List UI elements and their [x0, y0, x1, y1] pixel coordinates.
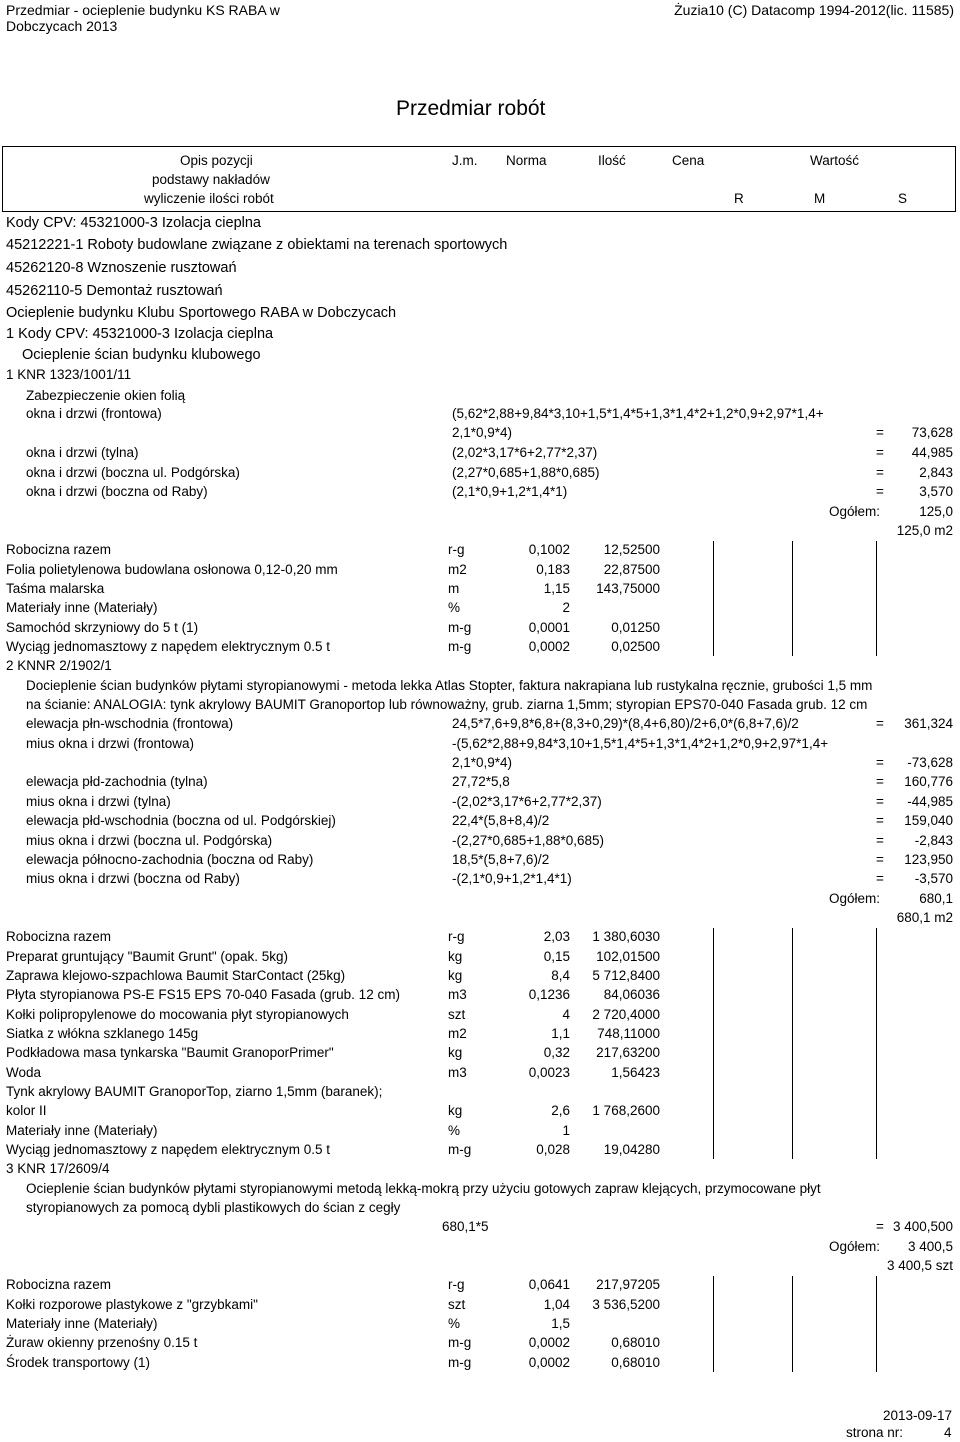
doc-header-left-line2: Dobczycach 2013	[6, 18, 118, 34]
row-description: Robocizna razem	[6, 542, 112, 557]
row-norma: 0,028	[536, 1142, 570, 1157]
row-description: elewacja płd-zachodnia (tylna)	[26, 774, 208, 789]
row-norma: 0,0002	[528, 1335, 570, 1350]
row-ilosc: 1,56423	[611, 1065, 660, 1080]
row-ilosc: 0,01250	[611, 620, 660, 635]
row-description: Zabezpieczenie okien folią	[26, 388, 186, 403]
row-norma: 2,03	[543, 929, 570, 944]
row-calculation: (2,02*3,17*6+2,77*2,37)	[452, 445, 598, 460]
row-description: Robocizna razem	[6, 1277, 112, 1292]
row-calculation: 22,4*(5,8+8,4)/2	[452, 813, 550, 828]
row-ilosc: 3 536,5200	[592, 1297, 660, 1312]
row-unit: %	[448, 1316, 461, 1331]
intro-line: Ocieplenie budynku Klubu Sportowego RABA w Dobczycach	[6, 305, 397, 321]
grid-line	[792, 541, 793, 656]
row-result: -73,628	[907, 755, 953, 770]
row-unit: m-g	[448, 639, 472, 654]
row-ilosc: 1 768,2600	[592, 1103, 660, 1118]
row-description: Zaprawa klejowo-szpachlowa Baumit StarContact (25kg)	[6, 968, 346, 983]
row-norma: 0,0023	[528, 1065, 570, 1080]
row-unit: szt	[448, 1007, 466, 1022]
row-ilosc: 1 380,6030	[592, 929, 660, 944]
total-label: Ogółem:	[828, 504, 880, 519]
row-result: 2,843	[919, 465, 953, 480]
row-calculation: 680,1*5	[442, 1219, 489, 1234]
row-norma: 1,1	[551, 1026, 570, 1041]
row-unit: m-g	[448, 1355, 472, 1370]
total-label: Ogółem:	[828, 891, 880, 906]
row-unit: %	[448, 1123, 461, 1138]
col-norma: Norma	[506, 153, 547, 168]
col-ilosc: Ilość	[598, 153, 626, 168]
row-description: mius okna i drzwi (boczna od Raby)	[26, 871, 240, 886]
row-unit: m3	[448, 1065, 467, 1080]
row-unit: kg	[448, 1045, 463, 1060]
row-equals: =	[876, 852, 884, 867]
col-cena: Cena	[672, 153, 705, 168]
intro-line: 45262120-8 Wznoszenie rusztowań	[6, 260, 237, 276]
row-description: Środek transportowy (1)	[6, 1355, 151, 1370]
col-opis: Opis pozycji	[180, 153, 253, 168]
row-description: Preparat gruntujący "Baumit Grunt" (opak. 5kg)	[6, 949, 288, 964]
row-unit: r-g	[448, 1277, 465, 1292]
row-equals: =	[876, 794, 884, 809]
row-unit: r-g	[448, 542, 465, 557]
row-unit: m-g	[448, 1335, 472, 1350]
row-norma: 2,6	[551, 1103, 570, 1118]
row-ilosc: 19,04280	[603, 1142, 660, 1157]
row-calculation: -(2,1*0,9+1,2*1,4*1)	[452, 871, 572, 886]
row-unit: kg	[448, 968, 463, 983]
row-calculation: -(5,62*2,88+9,84*3,10+1,5*1,4*5+1,3*1,4*2+1,2*0,9+2,97*1,4+	[452, 736, 829, 751]
row-description: Materiały inne (Materiały)	[6, 1316, 158, 1331]
row-ilosc: 5 712,8400	[592, 968, 660, 983]
row-equals: =	[876, 425, 884, 440]
grid-line	[876, 541, 877, 656]
footer-page-label: strona nr:	[846, 1425, 904, 1440]
col-wartosc: Wartość	[810, 153, 860, 168]
footer-date: 2013-09-17	[882, 1408, 952, 1423]
row-result: 3 400,500	[892, 1219, 953, 1234]
col-jm: J.m.	[452, 153, 478, 168]
total-value: 125,0	[919, 504, 953, 519]
row-norma: 0,1002	[528, 542, 570, 557]
row-equals: =	[876, 813, 884, 828]
row-norma: 1,04	[543, 1297, 570, 1312]
intro-line: 1 Kody CPV: 45321000-3 Izolacja cieplna	[6, 326, 274, 342]
row-description: mius okna i drzwi (frontowa)	[26, 736, 195, 751]
row-description: 1 KNR 1323/1001/11	[6, 367, 132, 382]
row-unit: szt	[448, 1297, 466, 1312]
col-wyliczenie: wyliczenie ilości robót	[144, 191, 274, 206]
row-description: mius okna i drzwi (boczna ul. Podgórska)	[26, 833, 273, 848]
page-title: Przedmiar robót	[396, 97, 546, 120]
row-description: Wyciąg jednomasztowy z napędem elektrycznym 0.5 t	[6, 639, 331, 654]
row-calculation: 2,1*0,9*4)	[452, 755, 513, 770]
row-result: 160,776	[904, 774, 953, 789]
row-equals: =	[876, 755, 884, 770]
row-description: Kołki polipropylenowe do mocowania płyt styropianowych	[6, 1007, 349, 1022]
footer-page-number: 4	[944, 1425, 952, 1440]
row-norma: 0,32	[543, 1045, 570, 1060]
row-result: 361,324	[904, 716, 953, 731]
doc-header-right: Żuzia10 (C) Datacomp 1994-2012(lic. 11585)	[674, 2, 954, 18]
intro-line: Ocieplenie ścian budynku klubowego	[22, 347, 261, 363]
row-description: 3 KNR 17/2609/4	[6, 1161, 110, 1176]
row-calculation: 18,5*(5,8+7,6)/2	[452, 852, 550, 867]
grid-line	[792, 1276, 793, 1372]
grid-line	[792, 928, 793, 1159]
row-description: elewacja północno-zachodnia (boczna od Raby)	[26, 852, 314, 867]
row-description: Folia polietylenowa budowlana osłonowa 0,12-0,20 mm	[6, 562, 338, 577]
row-calculation: 24,5*7,6+9,8*6,8+(8,3+0,29)*(8,4+6,80)/2+6,0*(6,8+7,6)/2	[452, 716, 799, 731]
row-ilosc: 84,06036	[603, 987, 660, 1002]
row-norma: 1	[562, 1123, 570, 1138]
row-result: 123,950	[904, 852, 953, 867]
row-unit: m	[448, 581, 460, 596]
row-description: Płyta styropianowa PS-E FS15 EPS 70-040 Fasada (grub. 12 cm)	[6, 987, 400, 1002]
row-ilosc: 0,68010	[611, 1355, 660, 1370]
row-result: -44,985	[907, 794, 953, 809]
row-equals: =	[876, 833, 884, 848]
row-norma: 1,15	[543, 581, 570, 596]
row-description: kolor II	[6, 1103, 47, 1118]
row-calculation: 27,72*5,8	[452, 774, 510, 789]
col-s: S	[898, 191, 908, 206]
row-unit: m-g	[448, 1142, 472, 1157]
intro-line: 45212221-1 Roboty budowlane związane z obiektami na terenach sportowych	[6, 237, 508, 253]
row-norma: 0,1236	[528, 987, 570, 1002]
row-unit: m-g	[448, 620, 472, 635]
total-with-unit: 680,1 m2	[896, 910, 953, 925]
col-m: M	[814, 191, 826, 206]
row-ilosc: 102,01500	[596, 949, 660, 964]
row-result: -3,570	[914, 871, 953, 886]
row-description: 2 KNNR 2/1902/1	[6, 658, 112, 673]
row-equals: =	[876, 1219, 884, 1234]
row-equals: =	[876, 465, 884, 480]
row-description: elewacja płd-wschodnia (boczna od ul. Podgórskiej)	[26, 813, 336, 828]
row-equals: =	[876, 871, 884, 886]
row-result: 159,040	[904, 813, 953, 828]
row-unit: r-g	[448, 929, 465, 944]
col-podstawy: podstawy nakładów	[152, 172, 270, 187]
row-norma: 0,0002	[528, 1355, 570, 1370]
row-description: styropianowych za pomocą dybli plastikowych do ścian z cegły	[26, 1200, 401, 1215]
row-description: mius okna i drzwi (tylna)	[26, 794, 171, 809]
row-description: Materiały inne (Materiały)	[6, 600, 158, 615]
row-unit: m3	[448, 987, 467, 1002]
row-norma: 0,0002	[528, 639, 570, 654]
row-ilosc: 22,87500	[603, 562, 660, 577]
row-description: okna i drzwi (tylna)	[26, 445, 139, 460]
row-norma: 4	[562, 1007, 570, 1022]
row-description: Wyciąg jednomasztowy z napędem elektrycznym 0.5 t	[6, 1142, 331, 1157]
row-ilosc: 12,52500	[603, 542, 660, 557]
grid-line	[876, 928, 877, 1159]
row-equals: =	[876, 484, 884, 499]
total-value: 3 400,5	[907, 1239, 953, 1254]
row-description: Docieplenie ścian budynków płytami styropianowymi - metoda lekka Atlas Stopter, faktura nakrapiana lub rustykalna ręcznie, grubości 1,5 mm	[26, 678, 873, 693]
total-with-unit: 125,0 m2	[896, 523, 953, 538]
intro-line: 45262110-5 Demontaż rusztowań	[6, 283, 223, 299]
row-ilosc: 0,02500	[611, 639, 660, 654]
row-description: okna i drzwi (boczna od Raby)	[26, 484, 208, 499]
row-description: Samochód skrzyniowy do 5 t (1)	[6, 620, 199, 635]
row-unit: m2	[448, 562, 467, 577]
grid-line	[713, 541, 714, 656]
row-unit: kg	[448, 1103, 463, 1118]
row-norma: 0,183	[536, 562, 570, 577]
row-description: Ocieplenie ścian budynków płytami styropianowymi metodą lekką-mokrą przy użyciu gotowych zapraw klejących, przymocowane płyt	[26, 1181, 821, 1196]
row-description: elewacja płn-wschodnia (frontowa)	[26, 716, 234, 731]
row-ilosc: 748,11000	[597, 1026, 660, 1041]
row-description: Żuraw okienny przenośny 0.15 t	[6, 1335, 198, 1350]
row-norma: 0,0641	[528, 1277, 570, 1292]
total-label: Ogółem:	[828, 1239, 880, 1254]
row-ilosc: 2 720,4000	[592, 1007, 660, 1022]
row-description: Taśma malarska	[6, 581, 105, 596]
row-calculation: (2,1*0,9+1,2*1,4*1)	[452, 484, 568, 499]
row-calculation: -(2,27*0,685+1,88*0,685)	[452, 833, 604, 848]
grid-line	[713, 928, 714, 1159]
row-norma: 0,15	[543, 949, 570, 964]
row-description: Materiały inne (Materiały)	[6, 1123, 158, 1138]
row-unit: m2	[448, 1026, 467, 1041]
grid-line	[876, 1276, 877, 1372]
intro-line: Kody CPV: 45321000-3 Izolacja cieplna	[6, 215, 261, 231]
row-unit: kg	[448, 949, 463, 964]
row-description: na ścianie: ANALOGIA: tynk akrylowy BAUMIT Granoportop lub równoważny, grub. ziarna 1,5mm; styropian EPS70-040 Fasada grub. 12 cm	[26, 697, 868, 712]
row-description: okna i drzwi (frontowa)	[26, 406, 162, 421]
row-calculation: -(2,02*3,17*6+2,77*2,37)	[452, 794, 602, 809]
grid-line	[713, 1276, 714, 1372]
row-description: Podkładowa masa tynkarska "Baumit GranoporPrimer"	[6, 1045, 334, 1060]
row-equals: =	[876, 774, 884, 789]
row-unit: %	[448, 600, 461, 615]
row-result: 44,985	[911, 445, 953, 460]
row-norma: 2	[562, 600, 570, 615]
row-result: -2,843	[914, 833, 953, 848]
row-ilosc: 217,63200	[596, 1045, 660, 1060]
row-calculation: 2,1*0,9*4)	[452, 425, 513, 440]
row-result: 3,570	[919, 484, 953, 499]
row-norma: 1,5	[551, 1316, 570, 1331]
row-description: okna i drzwi (boczna ul. Podgórska)	[26, 465, 240, 480]
row-ilosc: 0,68010	[611, 1335, 660, 1350]
row-description: Siatka z włókna szklanego 145g	[6, 1026, 199, 1041]
row-ilosc: 143,75000	[596, 581, 660, 596]
row-norma: 0,0001	[528, 620, 570, 635]
row-result: 73,628	[911, 425, 953, 440]
total-with-unit: 3 400,5 szt	[886, 1258, 953, 1273]
row-equals: =	[876, 716, 884, 731]
col-r: R	[734, 191, 744, 206]
row-equals: =	[876, 445, 884, 460]
row-description: Woda	[6, 1065, 42, 1080]
row-calculation: (2,27*0,685+1,88*0,685)	[452, 465, 600, 480]
row-calculation: (5,62*2,88+9,84*3,10+1,5*1,4*5+1,3*1,4*2+1,2*0,9+2,97*1,4+	[452, 406, 824, 421]
row-ilosc: 217,97205	[596, 1277, 660, 1292]
row-description: Tynk akrylowy BAUMIT GranoporTop, ziarno 1,5mm (baranek);	[6, 1084, 383, 1099]
row-description: Kołki rozporowe plastykowe z "grzybkami"	[6, 1297, 258, 1312]
total-value: 680,1	[919, 891, 953, 906]
row-description: Robocizna razem	[6, 929, 112, 944]
doc-header-left-line1: Przedmiar - ocieplenie budynku KS RABA w	[6, 2, 280, 18]
row-norma: 8,4	[551, 968, 570, 983]
